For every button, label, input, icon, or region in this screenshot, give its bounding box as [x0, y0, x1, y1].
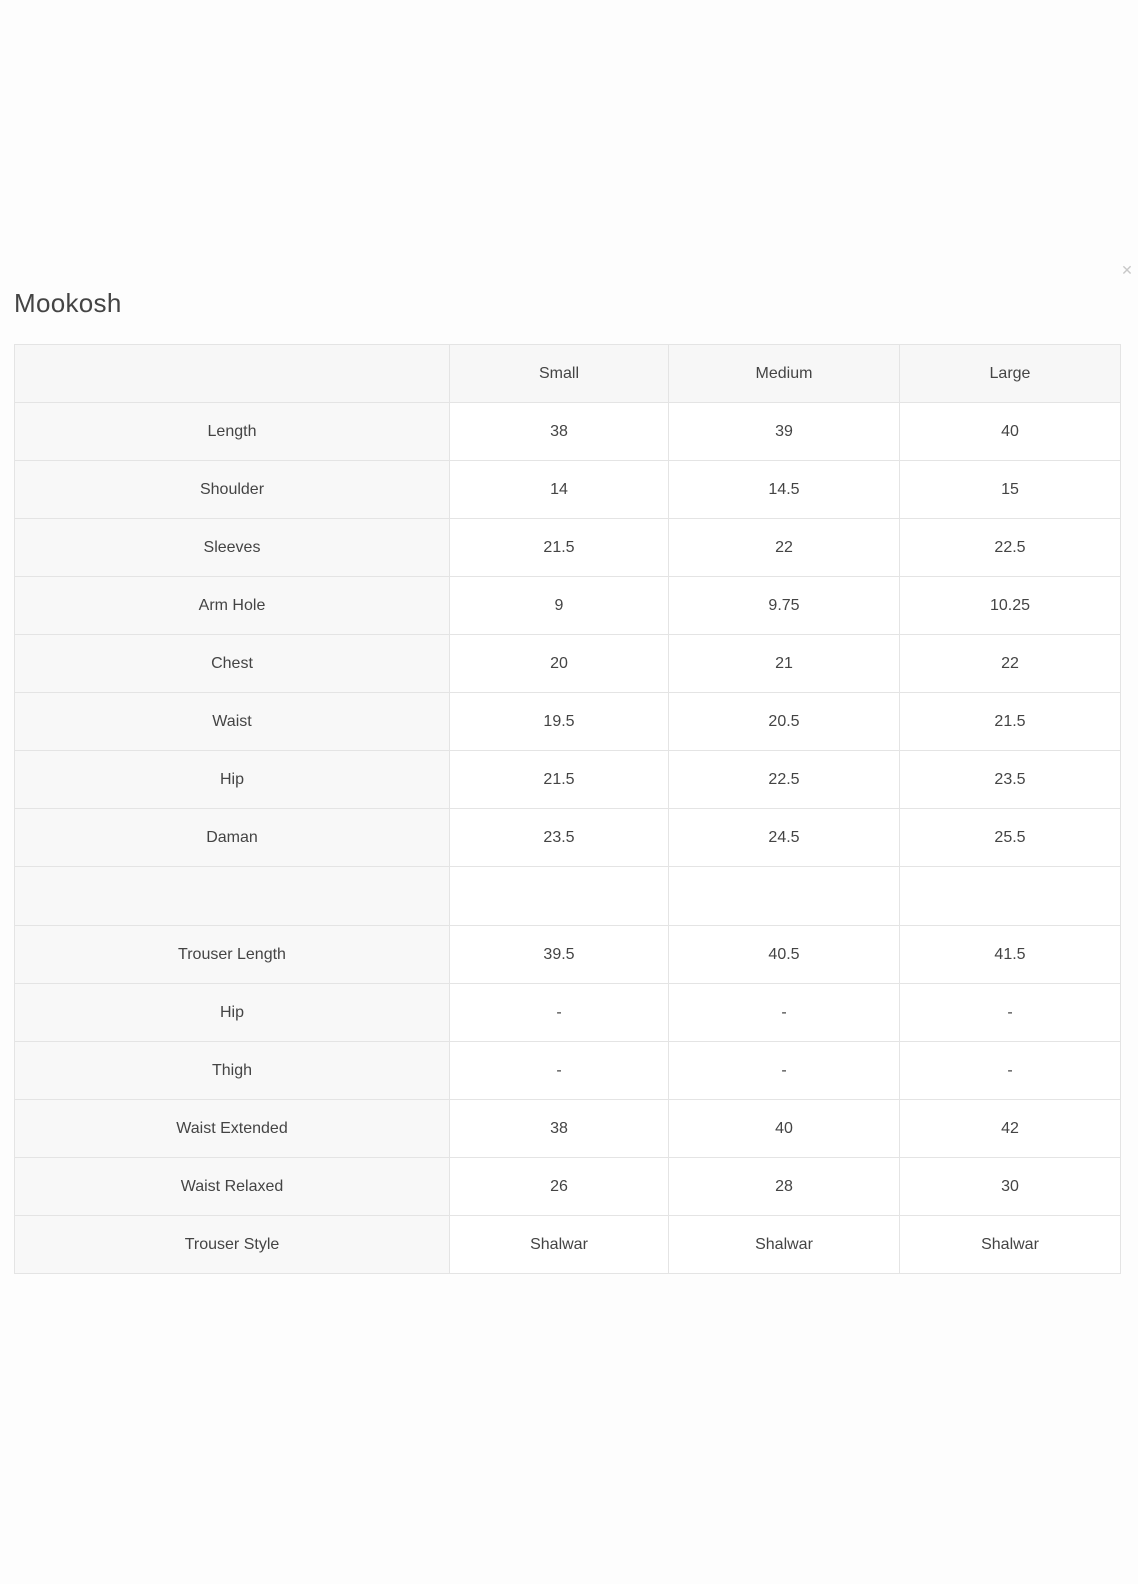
cell-large: 41.5 [900, 926, 1121, 984]
row-label: Waist Extended [15, 1100, 450, 1158]
cell-medium: 40.5 [669, 926, 900, 984]
cell-medium: 28 [669, 1158, 900, 1216]
cell-large: 30 [900, 1158, 1121, 1216]
table-row [15, 1158, 1121, 1216]
table-row-spacer [15, 867, 1121, 926]
cell-large: 21.5 [900, 693, 1121, 751]
cell-small: 20 [450, 635, 669, 693]
cell-small: 39.5 [450, 926, 669, 984]
table-row [15, 1100, 1121, 1158]
row-label [15, 867, 450, 926]
cell-medium: 22 [669, 519, 900, 577]
row-label: Thigh [15, 1042, 450, 1100]
cell-medium: 40 [669, 1100, 900, 1158]
header-cell-large: Large [900, 345, 1121, 403]
row-label: Waist [15, 693, 450, 751]
table-header-row [15, 345, 1121, 403]
cell-large: 40 [900, 403, 1121, 461]
cell-medium: 39 [669, 403, 900, 461]
cell-large: Shalwar [900, 1216, 1121, 1274]
row-label: Trouser Style [15, 1216, 450, 1274]
table-row [15, 635, 1121, 693]
table-row [15, 577, 1121, 635]
table-row [15, 693, 1121, 751]
header-cell-medium: Medium [669, 345, 900, 403]
table-row [15, 926, 1121, 984]
cell-large: 25.5 [900, 809, 1121, 867]
row-label: Length [15, 403, 450, 461]
cell-medium: - [669, 1042, 900, 1100]
row-label: Trouser Length [15, 926, 450, 984]
cell-large: 10.25 [900, 577, 1121, 635]
close-icon[interactable]: ✕ [1121, 263, 1133, 279]
cell-medium: 24.5 [669, 809, 900, 867]
row-label: Hip [15, 984, 450, 1042]
cell-medium: - [669, 984, 900, 1042]
table-row [15, 751, 1121, 809]
cell-large: 23.5 [900, 751, 1121, 809]
row-label: Waist Relaxed [15, 1158, 450, 1216]
cell-small: 38 [450, 403, 669, 461]
row-label: Shoulder [15, 461, 450, 519]
table-row [15, 984, 1121, 1042]
cell-small: - [450, 984, 669, 1042]
cell-medium: 14.5 [669, 461, 900, 519]
cell-small: 9 [450, 577, 669, 635]
cell-medium: 20.5 [669, 693, 900, 751]
cell-large: 15 [900, 461, 1121, 519]
row-label: Sleeves [15, 519, 450, 577]
row-label: Arm Hole [15, 577, 450, 635]
cell-small: Shalwar [450, 1216, 669, 1274]
header-cell-small: Small [450, 345, 669, 403]
cell-large: - [900, 984, 1121, 1042]
cell-medium: 21 [669, 635, 900, 693]
cell-medium: 9.75 [669, 577, 900, 635]
cell-medium: Shalwar [669, 1216, 900, 1274]
page-title: Mookosh [14, 288, 122, 318]
cell-large: 22.5 [900, 519, 1121, 577]
cell-medium [669, 867, 900, 926]
row-label: Daman [15, 809, 450, 867]
cell-small: 19.5 [450, 693, 669, 751]
cell-small [450, 867, 669, 926]
table-row [15, 1216, 1121, 1274]
table-row [15, 809, 1121, 867]
cell-small: - [450, 1042, 669, 1100]
cell-large: - [900, 1042, 1121, 1100]
table-row [15, 403, 1121, 461]
row-label: Hip [15, 751, 450, 809]
cell-small: 23.5 [450, 809, 669, 867]
cell-large [900, 867, 1121, 926]
row-label: Chest [15, 635, 450, 693]
table-row [15, 519, 1121, 577]
cell-small: 21.5 [450, 519, 669, 577]
cell-large: 42 [900, 1100, 1121, 1158]
cell-small: 21.5 [450, 751, 669, 809]
cell-small: 26 [450, 1158, 669, 1216]
table-row [15, 461, 1121, 519]
cell-small: 14 [450, 461, 669, 519]
table-row [15, 1042, 1121, 1100]
cell-medium: 22.5 [669, 751, 900, 809]
cell-small: 38 [450, 1100, 669, 1158]
header-cell-blank [15, 345, 450, 403]
size-chart-table [14, 344, 1121, 1274]
cell-large: 22 [900, 635, 1121, 693]
